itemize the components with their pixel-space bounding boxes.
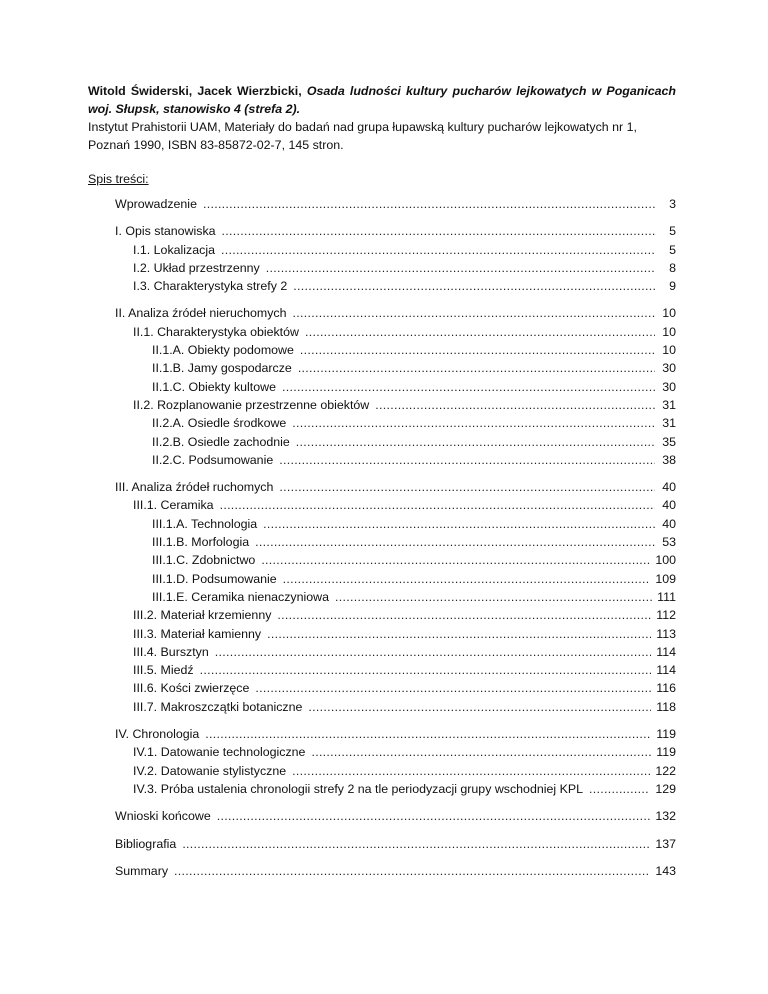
toc-entry-page: 122 [655,763,676,778]
toc-entry-page: 118 [656,699,676,714]
toc-entry-label: II.2.C. Podsumowanie [152,452,274,467]
toc-entry [88,679,676,697]
toc-entry [88,478,676,496]
toc-leader-dots [308,698,651,716]
toc-leader-dots [311,743,651,761]
toc-entry-label: I.2. Układ przestrzenny [133,260,260,275]
toc-entry-label: III.1.D. Podsumowanie [152,571,277,586]
toc-entry [88,378,676,396]
toc-entry [88,743,676,761]
toc-entry-label: I. Opis stanowiska [115,224,216,239]
toc-entry-label: Wprowadzenie [115,197,197,211]
toc-entry-label: Summary [115,863,169,878]
toc-entry [88,496,676,514]
toc-leader-dots [305,323,655,341]
toc-entry-page: 119 [656,727,676,742]
toc-entry-page: 30 [662,361,676,376]
toc-entry-page: 114 [656,644,676,659]
toc-leader-dots [220,496,655,514]
toc-entry-page: 10 [662,306,676,321]
toc-leader-dots [282,378,655,396]
toc-leader-dots [263,515,655,533]
toc-entry [88,222,676,240]
toc-entry-label: III.3. Materiał kamienny [133,626,262,641]
toc-entry-page: 137 [655,836,676,851]
toc-entry-page: 40 [662,516,676,531]
toc-entry [88,277,676,295]
toc-entry [88,762,676,780]
toc-entry-label: III.1. Ceramika [133,498,214,513]
toc-entry-label: III.6. Kości zwierzęce [133,681,250,696]
toc-leader-dots [375,396,655,414]
toc-entry [88,533,676,551]
toc-entry-label: II.1.C. Obiekty kultowe [152,379,276,394]
toc-leader-dots [296,433,655,451]
toc-leader-dots [293,277,655,295]
toc-section [88,304,676,469]
toc-section [88,725,676,798]
toc-entry-label: IV.3. Próba ustalenia chronologii strefy 2 na tle periodyzacji grupy wschodniej KPL [133,781,583,796]
toc-entry-page: 116 [656,681,676,696]
toc-leader-dots [200,661,652,679]
toc-entry-page: 100 [655,553,676,568]
toc-leader-dots [292,414,655,432]
toc-entry-page: 31 [662,416,676,431]
toc-entry [88,414,676,432]
toc-leader-dots [222,222,655,240]
toc-entry-label: Wnioski końcowe [115,809,211,824]
toc-entry [88,698,676,716]
toc-entry [88,195,676,213]
toc-entry-label: III.2. Materiał krzemienny [133,608,272,623]
toc-entry-label: I.3. Charakterystyka strefy 2 [133,279,288,294]
toc-entry-label: II.2.B. Osiedle zachodnie [152,434,290,449]
toc-leader-dots [266,259,655,277]
toc-leader-dots [261,551,650,569]
toc-leader-dots [215,643,651,661]
toc-entry [88,451,676,469]
toc-entry-page: 10 [662,343,676,358]
toc-entry-page: 132 [655,809,676,824]
toc-entry [88,570,676,588]
publication-title: Osada ludności kultury pucharów lejkowatych w Poganicach woj. Słupsk, stanowisko 4 (strefa 2). [88,84,676,116]
toc-entry-page: 38 [662,452,676,467]
toc-leader-dots [182,835,650,853]
toc-entry [88,780,676,798]
toc-entry-label: II.1.B. Jamy gospodarcze [152,361,292,376]
toc-leader-dots [267,625,651,643]
toc-entry-page: 30 [662,379,676,394]
toc-entry [88,396,676,414]
toc-entry-page: 113 [656,626,676,641]
toc-entry-label: IV. Chronologia [115,727,200,742]
toc-section [88,835,676,853]
toc-leader-dots [255,533,655,551]
toc-entry-label: IV.1. Datowanie technologiczne [133,745,306,760]
toc-section [88,478,676,716]
toc-entry [88,341,676,359]
toc-entry-page: 10 [662,324,676,339]
toc-section [88,222,676,295]
toc-entry [88,323,676,341]
toc-section [88,862,676,880]
toc-leader-dots [217,807,651,825]
toc-entry-page: 31 [662,397,676,412]
authors: Witold Świderski, Jacek Wierzbicki, [88,84,302,98]
toc-entry-page: 40 [662,480,676,495]
toc-entry-label: III.1.C. Zdobnictwo [152,553,256,568]
toc-entry-page: 5 [669,224,676,239]
publisher-line-1: Instytut Prahistorii UAM, Materiały do badań nad grupa łupawską kultury pucharów lejkowatych nr 1, [88,120,637,134]
toc-leader-dots [277,606,651,624]
table-of-contents [88,195,676,880]
toc-leader-dots [293,304,656,322]
toc-entry [88,862,676,880]
toc-entry-page: 111 [657,589,676,604]
toc-entry-label: Bibliografia [115,836,177,851]
toc-entry [88,807,676,825]
toc-entry-page: 40 [662,498,676,513]
toc-entry [88,241,676,259]
publisher-line-2: Poznań 1990, ISBN 83-85872-02-7, 145 stron. [88,138,344,152]
toc-leader-dots [283,570,651,588]
toc-entry-page: 109 [655,571,676,586]
toc-entry-page: 129 [655,781,676,796]
toc-entry [88,661,676,679]
toc-leader-dots [335,588,652,606]
toc-entry-label: II. Analiza źródeł nieruchomych [115,306,287,321]
toc-leader-dots [300,341,655,359]
toc-section [88,195,676,213]
toc-leader-dots [221,241,655,259]
toc-leader-dots [279,478,655,496]
toc-entry [88,259,676,277]
toc-entry-page: 8 [669,260,676,275]
toc-entry [88,588,676,606]
toc-entry [88,835,676,853]
toc-entry-page: 35 [662,434,676,449]
toc-leader-dots [205,725,651,743]
publisher-info [88,118,676,154]
toc-leader-dots [279,451,655,469]
toc-entry-page: 112 [656,608,676,623]
toc-entry [88,606,676,624]
toc-entry [88,433,676,451]
toc-leader-dots [292,762,650,780]
toc-entry [88,515,676,533]
toc-entry-label: III. Analiza źródeł ruchomych [115,480,274,495]
toc-leader-dots [203,195,655,213]
toc-entry-label: II.2.A. Osiedle środkowe [152,416,287,431]
document-page [88,82,676,889]
toc-entry-page: 3 [669,197,676,211]
toc-entry-page: 9 [669,279,676,294]
toc-entry-page: 114 [656,663,676,678]
toc-entry-label: III.7. Makroszczątki botaniczne [133,699,303,714]
toc-entry-label: III.1.B. Morfologia [152,535,250,550]
toc-entry-label: II.2. Rozplanowanie przestrzenne obiektów [133,397,370,412]
toc-entry [88,725,676,743]
toc-entry-label: IV.2. Datowanie stylistyczne [133,763,287,778]
toc-entry-label: III.1.A. Technologia [152,516,258,531]
toc-entry-page: 53 [662,535,676,550]
toc-entry-label: II.1.A. Obiekty podomowe [152,343,294,358]
citation-header [88,82,676,118]
toc-entry-page: 5 [669,242,676,257]
toc-leader-dots [589,780,650,798]
toc-entry-label: III.5. Miedź [133,663,194,678]
toc-leader-dots [174,862,650,880]
toc-entry [88,643,676,661]
toc-entry [88,625,676,643]
toc-heading: Spis treści: [88,172,149,186]
toc-leader-dots [255,679,651,697]
toc-entry-label: III.1.E. Ceramika nienaczyniowa [152,589,329,604]
toc-entry [88,359,676,377]
toc-entry [88,304,676,322]
toc-leader-dots [298,359,655,377]
toc-section [88,807,676,825]
toc-entry-label: III.4. Bursztyn [133,644,209,659]
toc-entry-label: II.1. Charakterystyka obiektów [133,324,299,339]
toc-entry-page: 119 [656,745,676,760]
toc-entry-page: 143 [655,863,676,878]
toc-entry-label: I.1. Lokalizacja [133,242,215,257]
toc-entry [88,551,676,569]
